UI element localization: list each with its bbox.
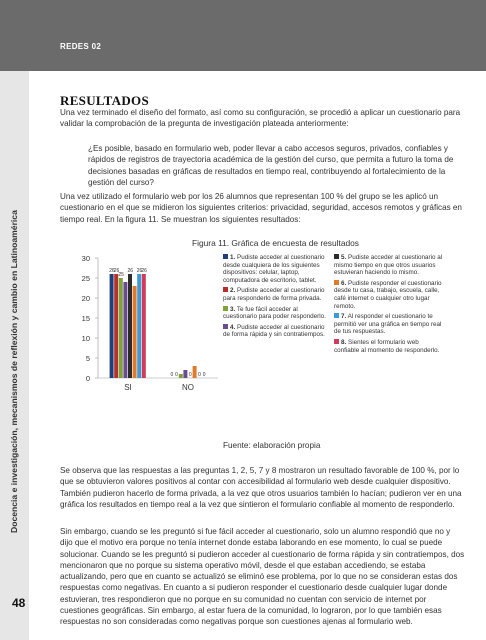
bar-si-series-6: [133, 286, 137, 378]
x-category-label: SI: [124, 383, 132, 392]
legend-item-6: 6. Pudiste responder el cuestionario desde tu casa, trabajo, escuela, calle, café internet o cualquier otro lugar remoto.: [334, 279, 442, 310]
legend-swatch-4: [223, 324, 228, 329]
sidebar-vertical-title: Docencia e investigación, mecanismos de reflexión y cambio en Latinoamérica: [9, 210, 19, 533]
legend-swatch-2: [223, 287, 228, 292]
y-tick-label: 0: [85, 374, 90, 383]
legend-right: [334, 254, 444, 357]
legend-item-8: 8. Sientes el formulario web confiable al momento de responderlo.: [334, 338, 440, 354]
data-label: 0: [170, 372, 174, 378]
y-tick-label: 10: [81, 334, 90, 343]
data-label: 0: [188, 372, 192, 378]
y-tick-label: 15: [81, 314, 90, 323]
data-label: 26: [136, 268, 143, 274]
y-tick-label: 30: [81, 254, 90, 263]
legend-swatch-7: [334, 313, 339, 318]
bar-si-series-5: [128, 274, 132, 378]
bar-no-series-6: [193, 366, 197, 378]
legend-item-2: 2. Pudiste acceder al cuestionario para responderlo de forma privada.: [223, 287, 325, 302]
paragraph-survey: Una vez utilizado el formulario web por los 26 alumnos que representan 100 % del grupo se les aplicó un cuestionario en el que se midieron los siguientes criterios: privacidad, seguridad, accesos remotos y gráficas en tiempo real. En la figura 11. Se muestran los siguientes resultados:: [60, 192, 462, 224]
legend-item-4: 4. Pudiste acceder al cuestionario de forma rápida y sin contratiempos.: [223, 323, 325, 339]
legend-item-5: 5. Pudiste acceder al cuestionario al mismo tiempo en que otros usuarios estuvieran haciendo lo mismo.: [334, 254, 443, 277]
bar-si-series-2: [114, 274, 118, 378]
data-label: 26: [127, 268, 134, 274]
paragraph-discussion: Sin embargo, cuando se les preguntó si fue fácil acceder al cuestionario, solo un alumno respondió que no y dijo que el motivo era porque no tenía internet donde estaba laborando en ese momento, lo cual se puede solucionar. Cuando se les preguntó si pudieron acceder al cuestionario de forma rápida y sin contratiempos, dos mencionaron que no porque su sistema operativo móvil, desde el que estaban accediendo, se estaba actualizando, pero que en cuanto se actualizó se eliminó ese problema, por lo que no se consideran estas dos respuestas como negativas. En cuanto a si pudieron responder el cuestionario desde cualquier lugar donde estuvieran, tres respondieron que no porque en su comunidad no cuentan con servicio de internet por cuestiones geográficas. Sin embargo, al estar fuera de la comunidad, lo lograron, por lo que también esas respuestas no son consideradas como negativas porque son cuestiones ajenas al formulario web.: [60, 527, 465, 627]
data-label: 26: [113, 268, 120, 274]
legend-item-1: 1. Pudiste acceder al cuestionario desde cualquiera de los siguientes dispositivos: celular, laptop, computadora de escritorio, tablet.: [223, 254, 325, 284]
paragraph-results: Se observa que las respuestas a las preguntas 1, 2, 5, 7 y 8 mostraron un resultado favorable de 100 %, por lo que se obtuvieron valores positivos al contar con accesibilidad al formulario web desde cualquier dispositivo. También pudieron hacerlo de forma privada, a la vez que otros usuarios también lo hacían; pudieron ver en una gráfica los resultados en tiempo real a la vez que sintieron el formulario confiable al momento de responderlo.: [60, 466, 462, 509]
data-label: 0: [202, 372, 206, 378]
legend-swatch-6: [334, 280, 339, 285]
survey-bar-chart: [60, 250, 230, 420]
figure-title: Figura 11. Gráfica de encuesta de resultados: [192, 238, 359, 248]
bar-si-series-1: [110, 274, 114, 378]
data-label: 26: [141, 268, 147, 274]
legend-item-7: 7. Al responder el cuestionario te permitió ver una gráfica en tiempo real de tus respuestas.: [334, 313, 442, 336]
bar-si-series-7: [137, 274, 141, 378]
legend-swatch-3: [223, 306, 228, 311]
bar-si-series-3: [119, 278, 123, 378]
data-label: 25: [118, 272, 124, 278]
bar-no-series-4: [183, 370, 187, 378]
header-label: REDES 02: [60, 42, 102, 51]
bar-si-series-8: [142, 274, 146, 378]
research-question-quote: ¿Es posible, basado en formulario web, poder llevar a cabo accesos seguros, privados, confiables y rápidos de registros de trayectoria académica de la gestión del curso, que permita a futuro la toma de decisiones basadas en gráficas de resultados en tiempo real, contribuyendo al fortalecimiento de la gestión del curso?: [88, 144, 454, 187]
y-tick-label: 5: [85, 354, 90, 363]
top-banner: [0, 0, 486, 71]
legend-item-3: 3. Te fue fácil acceder al cuestionario para poder responderlo.: [223, 305, 326, 321]
x-category-label: NO: [182, 383, 194, 392]
page-number: 48: [12, 596, 26, 610]
y-tick-label: 25: [81, 274, 90, 283]
y-tick-label: 20: [81, 294, 90, 303]
figure-source: Fuente: elaboración propia: [223, 441, 321, 450]
legend-swatch-5: [334, 254, 339, 259]
legend-swatch-8: [334, 339, 339, 344]
legend-swatch-1: [223, 254, 228, 259]
legend-left: [223, 254, 326, 342]
data-label: 0: [198, 372, 201, 378]
paragraph-intro: Una vez terminado el diseño del formato, así como su configuración, se procedió a aplicar un cuestionario para validar la comprobación de la pregunta de investigación plateada anteriormente:: [60, 108, 461, 129]
bar-no-series-3: [179, 374, 183, 378]
bar-si-series-4: [123, 282, 127, 378]
data-label: 26: [109, 268, 115, 274]
section-title: RESULTADOS: [60, 93, 149, 108]
data-label: 0: [175, 372, 178, 378]
